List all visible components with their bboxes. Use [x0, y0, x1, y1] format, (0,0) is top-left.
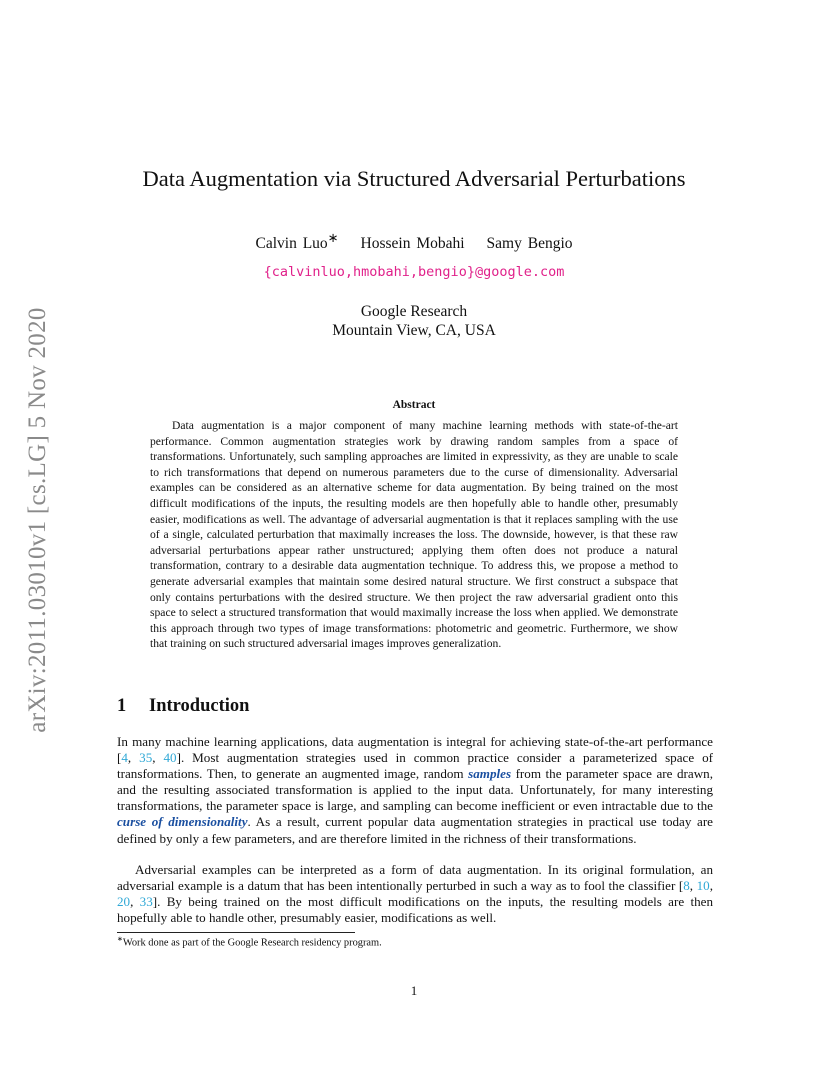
affiliation-location: Mountain View, CA, USA: [332, 322, 496, 339]
footnote-divider: [117, 932, 355, 933]
keyword-link-curse-of-dimensionality[interactable]: curse of dimensionality: [117, 814, 248, 830]
author-list: [0, 230, 828, 253]
citation-link[interactable]: 40: [163, 750, 177, 766]
citation-link[interactable]: 35: [139, 750, 153, 766]
citation-link[interactable]: 10: [696, 878, 710, 894]
author-email[interactable]: {calvinluo,hmobahi,bengio}@google.com: [263, 264, 565, 280]
section-number: 1: [117, 696, 127, 716]
footnote-marker: ∗: [117, 935, 123, 943]
intro-paragraph-2: Adversarial examples can be interpreted as a form of data augmentation. In its original formulation, an adversarial example is a datum that has been intentionally perturbed in such a way as to fool the classifier [8, 10, 20, 33]. By being trained on the most difficult modifications on the inputs, the resulting models are then hopefully able to handle other, presumably easier, modifications as well.: [117, 862, 713, 926]
intro-paragraph-1: In many machine learning applications, data augmentation is integral for achieving state-of-the-art performance [4, 35, 40]. Most augmentation strategies used in common practice consider a parameterized space of transformations. Then, to generate an augmented image, random samples from the parameter space are drawn, and the resulting associated transformation is applied to the input data. Unfortunately, for many interesting transformations, the parameter space is large, and sampling can become inefficient or even intractable due to the curse of dimensionality. As a result, current popular data augmentation strategies in practical use today are defined by only a few parameters, and are therefore limited in the richness of their transformations.: [117, 734, 714, 846]
citation-link[interactable]: 8: [683, 878, 690, 894]
author-name: Samy Bengio: [486, 235, 573, 253]
footnote: [117, 935, 382, 948]
footnote-text: Work done as part of the Google Research residency program.: [122, 937, 382, 949]
abstract-heading: Abstract: [392, 399, 436, 411]
footnote-marker: ∗: [327, 230, 339, 245]
keyword-link-samples[interactable]: samples: [468, 766, 512, 782]
abstract-text: Data augmentation is a major component of many machine learning methods with state-of-the-art performance. Common augmentation strategies work by drawing random samples from a space of transformations. Unfortunately, such sampling approaches are limited in expressivity, as they are unable to scale to rich transformations that depend on numerous parameters due to the curse of dimensionality. Adversarial examples can be considered as an alternative scheme for data augmentation. By being trained on the most difficult modifications of the inputs, the resulting models are then hopefully able to handle other, presumably easier, modifications as well. The advantage of adversarial augmentation is that it replaces sampling with the use of a single, calculated perturbation that maximally increases the loss. The downside, however, is that these raw adversarial perturbations appear rather unstructured; applying them often does not produce a natural transformation, contrary to a desirable data augmentation technique. To address this, we propose a method to generate adversarial examples that maintain some desired natural structure. We first construct a subspace that only contains perturbations with the desired structure. We then project the raw adversarial gradient onto this space to select a structured transformation that would maximally increase the loss when applied. We demonstrate this approach through two types of image transformations: photometric and geometric. Furthermore, we show that training on such structured adversarial images improves generalization.: [150, 419, 678, 651]
author-name: Hossein Mobahi: [360, 235, 465, 253]
paper-title: Data Augmentation via Structured Adversarial Perturbations: [142, 166, 686, 191]
affiliation: [0, 302, 828, 340]
author-name: Calvin Luo: [255, 235, 328, 253]
citation-link[interactable]: 4: [121, 750, 128, 766]
citation-link[interactable]: 20: [117, 894, 131, 910]
section-heading: [117, 696, 249, 717]
page-number: 1: [410, 983, 418, 998]
section-title: Introduction: [149, 696, 250, 716]
citation-link[interactable]: 33: [139, 894, 153, 910]
affiliation-org: Google Research: [360, 303, 468, 320]
arxiv-identifier-stamp: arXiv:2011.03010v1 [cs.LG] 5 Nov 2020: [24, 307, 51, 733]
